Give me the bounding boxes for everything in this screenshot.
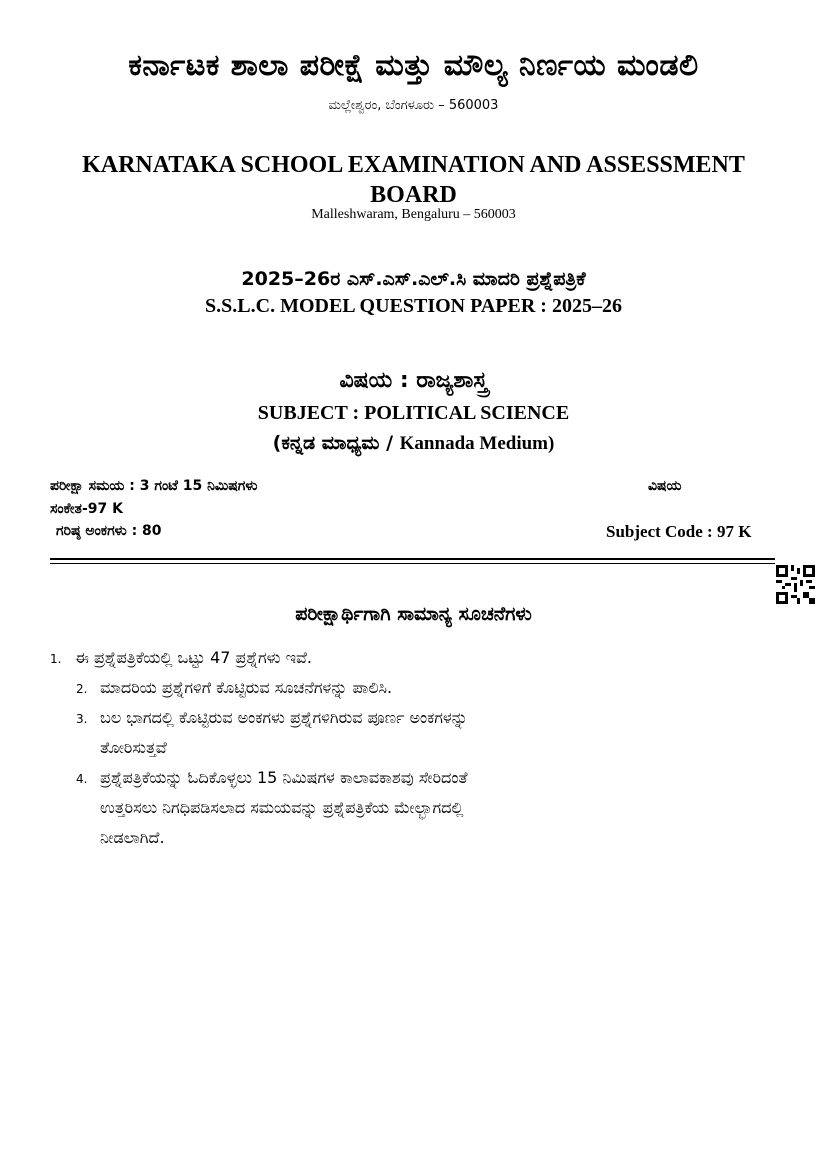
instructions-title: ಪರೀಕ್ಷಾರ್ಥಿಗಾಗಿ ಸಾಮಾನ್ಯ ಸೂಚನೆಗಳು xyxy=(295,603,532,625)
qr-code-icon xyxy=(776,565,815,604)
instruction-line: ಉತ್ತರಿಸಲು ನಿಗಧಿಪಡಿಸಲಾದ ಸಮಯವನ್ನು ಪ್ರಶ್ನೆಪತ್ರಿಕೆಯ ಮೇಲ್ಭಾಗದಲ್ಲಿ xyxy=(100,798,464,817)
instruction-line: ಬಲ ಭಾಗದಲ್ಲಿ ಕೊಟ್ಟಿರುವ ಅಂಕಗಳು ಪ್ರಶ್ನೆಗಳಿಗಿರುವ ಪೂರ್ಣ ಅಂಕಗಳನ್ನು xyxy=(100,708,468,727)
medium-kannada: (ಕನ್ನಡ ಮಾಧ್ಯಮ / xyxy=(272,432,400,454)
instruction-item xyxy=(75,643,312,673)
instruction-number: 3. xyxy=(76,712,88,726)
subject-code-english: Subject Code : 97 K xyxy=(606,522,752,541)
board-address-kannada: ಮಲ್ಲೇಶ್ವರಂ, ಬೆಂಗಳೂರು – 560003 xyxy=(328,98,499,113)
medium-english: Kannada Medium) xyxy=(399,433,555,454)
board-name-line1: KARNATAKA SCHOOL EXAMINATION AND ASSESSMENT xyxy=(82,152,745,178)
instruction-item xyxy=(100,703,468,763)
header-divider-thin xyxy=(50,563,775,564)
instruction-line: ನೀಡಲಾಗಿದೆ. xyxy=(100,828,165,847)
board-name-line2: BOARD xyxy=(370,182,457,208)
board-address-english: Malleshwaram, Bengaluru – 560003 xyxy=(311,207,516,222)
board-name-kannada: ಕರ್ನಾಟಕ ಶಾಲಾ ಪರೀಕ್ಷೆ ಮತ್ತು ಮೌಲ್ಯ ನಿರ್ಣಯ ಮಂಡಲಿ xyxy=(128,48,699,83)
instruction-line: ತೋರಿಸುತ್ತವೆ xyxy=(100,738,167,757)
subject-code-kannada: ಸಂಕೇತ-97 K xyxy=(50,501,123,517)
instruction-number: 1. xyxy=(50,652,62,666)
header-divider-thick xyxy=(50,558,775,560)
subject-kannada: ವಿಷಯ : ರಾಜ್ಯಶಾಸ್ತ್ರ xyxy=(339,368,488,393)
instruction-number: 4. xyxy=(76,772,88,786)
paper-title-kannada: 2025–26ರ ಎಸ್.ಎಸ್.ಎಲ್.ಸಿ ಮಾದರಿ ಪ್ರಶ್ನೆಪತ್ರಿಕೆ xyxy=(241,268,586,290)
instruction-item xyxy=(100,763,468,853)
instruction-number: 2. xyxy=(76,682,88,696)
instruction-line: ಪ್ರಶ್ನೆಪತ್ರಿಕೆಯನ್ನು ಓದಿಕೊಳ್ಳಲು 15 ನಿಮಿಷಗಳ ಕಾಲಾವಕಾಶವು ಸೇರಿದಂತೆ xyxy=(100,768,468,787)
board-name-english xyxy=(0,150,827,210)
subject-code-label-kannada: ವಿಷಯ xyxy=(648,478,682,494)
subject-english: SUBJECT : POLITICAL SCIENCE xyxy=(257,402,570,424)
paper-title-english: S.S.L.C. MODEL QUESTION PAPER : 2025–26 xyxy=(205,295,622,317)
exam-time: ಪರೀಕ್ಷಾ ಸಮಯ : 3 ಗಂಟೆ 15 ನಿಮಿಷಗಳು xyxy=(50,478,258,494)
instruction-line: ಈ ಪ್ರಶ್ನೆಪತ್ರಿಕೆಯಲ್ಲಿ ಒಟ್ಟು 47 ಪ್ರಶ್ನೆಗಳು ಇವೆ. xyxy=(75,648,312,667)
max-marks: ಗರಿಷ್ಠ ಅಂಕಗಳು : 80 xyxy=(56,523,162,539)
instruction-item xyxy=(100,673,392,703)
medium-line xyxy=(0,432,827,455)
instruction-line: ಮಾದರಿಯ ಪ್ರಶ್ನೆಗಳಿಗೆ ಕೊಟ್ಟಿರುವ ಸೂಚನೆಗಳನ್ನು ಪಾಲಿಸಿ. xyxy=(100,678,393,697)
